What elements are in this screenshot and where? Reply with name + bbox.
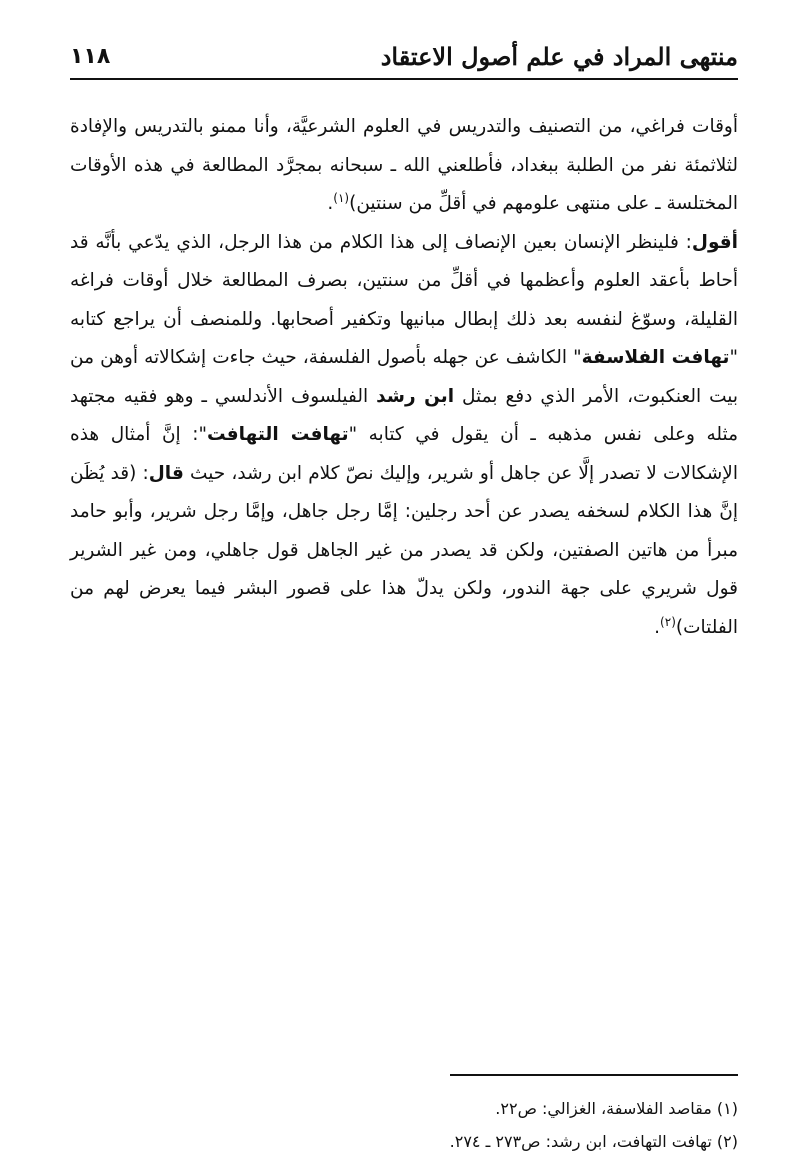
footnote-1: (١) مقاصد الفلاسفة، الغزالي: ص٢٢. bbox=[495, 1099, 738, 1118]
footnotes bbox=[70, 1092, 738, 1158]
text-run: " الكاشف عن جهله بأصول الفلسفة، حيث جاءت إشكالاته أوهن من بيت العنكبوت، الأمر الذي دفع بمثل bbox=[70, 347, 738, 407]
text-run: : (قد يُظَن إنَّ هذا الكلام لسخفه يصدر عن أحد رجلين: إمَّا رجل جاهل، وإمَّا رجل شرير، وأبو حامد مبرأ من هاتين الصفتين، ولكن قد يصدر من غير الجاهل قول جاهلي، ومن غير الشرير قول شريري على جهة الندور، ولكن يدلّ هذا على قصور البشر فيما يعرض لهم من الفلتات) bbox=[70, 462, 738, 638]
page-header bbox=[70, 34, 738, 80]
emphasized-text: تهافت التهافت bbox=[206, 424, 349, 445]
text-run: الفيلسوف الأندلسي ـ وهو فقيه مجتهد مثله وعلى نفس مذهبه ـ أن يقول في كتابه " bbox=[70, 385, 738, 445]
footnote-marker: (١) bbox=[333, 190, 350, 205]
emphasized-text: أقول bbox=[691, 231, 738, 253]
footnote-marker: (٢) bbox=[660, 614, 676, 629]
emphasized-text: تهافت الفلاسفة bbox=[581, 347, 730, 368]
text-run: . bbox=[327, 193, 334, 214]
footnote-separator bbox=[450, 1074, 738, 1076]
paragraph-1 bbox=[70, 108, 738, 224]
footnote-2: (٢) تهافت التهافت، ابن رشد: ص٢٧٣ ـ ٢٧٤. bbox=[449, 1132, 738, 1151]
emphasized-text: ابن رشد bbox=[376, 385, 455, 407]
text-run: : فلينظر الإنسان بعين الإنصاف إلى هذا الكلام من هذا الرجل، الذي يدّعي بأنَّه قد أحاط بأعقد العلوم وأعظمها في أقلِّ من سنتين، بصرف المطالعة خلال أوقات فراغه القليلة، وسوّغ لنفسه بعد ذلك إبطال مبانيها وتكفير أصحابها. وللمنصف أن يراجع كتابه " bbox=[70, 231, 738, 368]
main-text bbox=[70, 108, 738, 647]
page-number: ١١٨ bbox=[70, 43, 111, 69]
text-run: ": إنَّ أمثال هذه الإشكالات لا تصدر إلَّا عن جاهل أو شرير، وإليك نصّ كلام ابن رشد، حيث bbox=[70, 424, 738, 484]
running-title: منتهى المراد في علم أصول الاعتقاد bbox=[380, 41, 738, 71]
text-run: . bbox=[654, 616, 661, 638]
paragraph-2 bbox=[70, 224, 738, 648]
emphasized-text: قال bbox=[148, 462, 184, 484]
text-run: أوقات فراغي، من التصنيف والتدريس في العلوم الشرعيَّة، وأنا ممنو بالتدريس والإفادة لثلاثمئة نفر من الطلبة ببغداد، فأطلعني الله ـ سبحانه بمجرَّد المطالعة في هذه الأوقات المختلسة ـ على منتهى علومهم في أقلِّ من سنتين) bbox=[70, 116, 738, 214]
